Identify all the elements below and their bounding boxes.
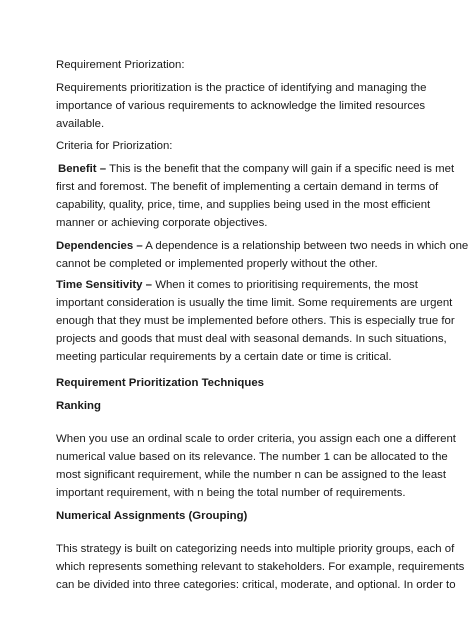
techniques-heading: Requirement Prioritization Techniques bbox=[56, 377, 265, 389]
numerical-line-1: This strategy is built on categorizing needs into multiple priority groups, each of bbox=[56, 543, 455, 555]
time-sensitivity-text-1: When it comes to prioritising requirements, the most bbox=[155, 279, 418, 291]
ranking-line-4: important requirement, with n being the total number of requirements. bbox=[56, 487, 406, 499]
benefit-line-3: capability, quality, price, time, and supplies being used in the most efficient bbox=[56, 199, 431, 211]
numerical-line-2: which represents something relevant to stakeholders. For example, requirements bbox=[56, 561, 465, 573]
benefit-text-1: This is the benefit that the company will gain if a specific need is met bbox=[109, 163, 455, 175]
numerical-heading: Numerical Assignments (Grouping) bbox=[56, 510, 248, 522]
time-sensitivity-line-2: important consideration is usually the time limit. Some requirements are urgent bbox=[56, 297, 453, 309]
ranking-line-2: numerical value based on its relevance. The number 1 can be allocated to the bbox=[56, 451, 448, 463]
intro-line-1: Requirements prioritization is the practice of identifying and managing the bbox=[56, 82, 427, 94]
time-sensitivity-label: Time Sensitivity – bbox=[56, 279, 153, 291]
dependencies-line-2: cannot be completed or implemented properly without the other. bbox=[56, 258, 378, 270]
ranking-line-3: most significant requirement, while the number n can be assigned to the least bbox=[56, 469, 447, 481]
time-sensitivity-line-4: projects and goods that must deal with seasonal demands. In such situations, bbox=[56, 333, 447, 345]
benefit-line-2: first and foremost. The benefit of implementing a certain demand in terms of bbox=[56, 181, 439, 193]
benefit-line-1 bbox=[58, 160, 454, 178]
ranking-heading: Ranking bbox=[56, 400, 101, 412]
ranking-line-1: When you use an ordinal scale to order criteria, you assign each one a different bbox=[56, 433, 456, 445]
intro-line-2: importance of various requirements to acknowledge the limited resources bbox=[56, 100, 426, 112]
dependencies-label: Dependencies – bbox=[56, 240, 143, 252]
benefit-line-4: manner or achieving corporate objectives. bbox=[56, 217, 268, 229]
time-sensitivity-line-3: enough that they must be implemented before others. This is especially true for bbox=[56, 315, 455, 327]
intro-line-3: available. bbox=[56, 118, 105, 130]
benefit-label: Benefit – bbox=[58, 163, 107, 175]
numerical-line-3: can be divided into three categories: critical, moderate, and optional. In order to bbox=[56, 579, 456, 591]
time-sensitivity-line-5: meeting particular requirements by a certain date or time is critical. bbox=[56, 351, 392, 363]
section-title: Requirement Priorization: bbox=[56, 59, 185, 71]
criteria-heading: Criteria for Priorization: bbox=[56, 140, 173, 152]
dependencies-line-1 bbox=[56, 237, 468, 255]
time-sensitivity-line-1 bbox=[56, 276, 418, 294]
dependencies-text-1: A dependence is a relationship between two needs in which one bbox=[145, 240, 469, 252]
